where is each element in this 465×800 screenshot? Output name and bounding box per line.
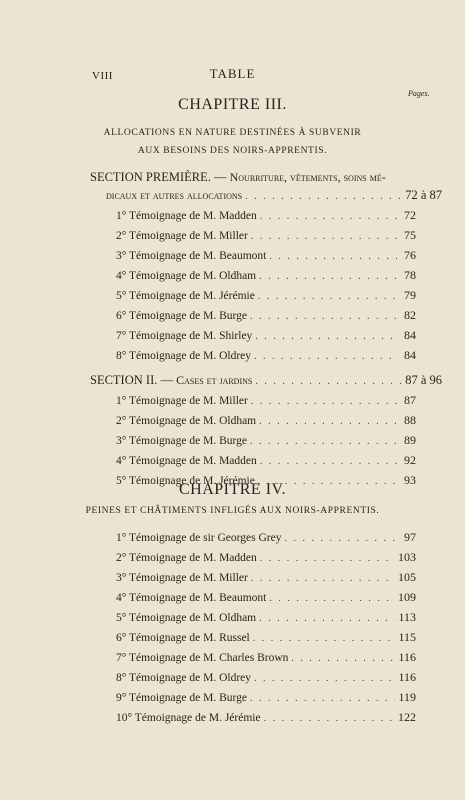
entry-page-number: 105 (398, 570, 416, 584)
section-2-heading (90, 373, 442, 388)
leader-dots (254, 351, 397, 362)
entry-label: 4° Témoignage de M. Beaumont (116, 592, 267, 604)
entry-page-number: 89 (404, 433, 416, 447)
leader-dots (291, 653, 395, 664)
entry-page-number: 93 (404, 473, 416, 487)
leader-dots (245, 191, 402, 202)
leader-dots (259, 613, 395, 624)
toc-entry (116, 308, 416, 324)
section-2-label: SECTION II. — (90, 373, 173, 387)
entry-label: 2° Témoignage de M. Miller (116, 230, 248, 242)
toc-entry (116, 413, 416, 429)
toc-entry (116, 348, 416, 364)
pages-column-label: Pages. (408, 89, 430, 98)
toc-entry (116, 328, 416, 344)
entry-page-number: 115 (398, 630, 416, 644)
page-folio: VIII (92, 70, 113, 82)
section-1-heading: SECTION PREMIÈRE. — (90, 170, 227, 184)
entry-label: 3° Témoignage de M. Beaumont (116, 250, 267, 262)
entry-page-number: 78 (404, 268, 416, 282)
toc-entry (116, 530, 416, 546)
toc-entry (116, 248, 416, 264)
toc-entry (116, 610, 416, 626)
chapter-4-title: CHAPITRE IV. (178, 481, 287, 498)
entry-label: 9° Témoignage de M. Burge (116, 692, 247, 704)
leader-dots (269, 593, 395, 604)
leader-dots (255, 331, 397, 342)
leader-dots (250, 311, 397, 322)
toc-entry (116, 228, 416, 244)
section-1-title-line1: Nourriture, vêtements, soins mé- (229, 170, 386, 184)
entry-label: 5° Témoignage de M. Jérémie (116, 290, 255, 302)
entry-label: 6° Témoignage de M. Burge (116, 310, 247, 322)
section-2-title: Cases et jardins (176, 373, 253, 387)
leader-dots (255, 376, 402, 387)
toc-entry (116, 630, 416, 646)
toc-entry (116, 590, 416, 606)
entry-label: 10° Témoignage de M. Jérémie (116, 712, 261, 724)
entry-page-number: 79 (404, 288, 416, 302)
toc-entry (116, 550, 416, 566)
entry-page-number: 113 (398, 610, 416, 624)
entry-label: 1° Témoignage de sir Georges Grey (116, 532, 282, 544)
entry-label: 8° Témoignage de M. Oldrey (116, 672, 252, 684)
leader-dots (259, 271, 397, 282)
leader-dots (254, 673, 395, 684)
entry-page-number: 88 (404, 413, 416, 427)
toc-entry (116, 288, 416, 304)
entry-label: 4° Témoignage de M. Madden (116, 455, 257, 467)
toc-entry (116, 268, 416, 284)
toc-entry (116, 393, 416, 409)
leader-dots (253, 633, 396, 644)
toc-entry (116, 453, 416, 469)
section-1-title-line2: dicaux et autres allocations (106, 188, 243, 202)
entry-page-number: 84 (404, 348, 416, 362)
chapter-3-subtitle-line2: AUX BESOINS DES NOIRS-APPRENTIS. (137, 146, 328, 156)
entry-page-number: 116 (398, 670, 416, 684)
entry-label: 2° Témoignage de M. Madden (116, 552, 257, 564)
leader-dots (250, 436, 397, 447)
leader-dots (260, 211, 397, 222)
entry-label: 3° Témoignage de M. Miller (116, 572, 248, 584)
entry-page-number: 119 (398, 690, 416, 704)
entry-label: 7° Témoignage de M. Shirley (116, 330, 253, 342)
leader-dots (284, 533, 397, 544)
leader-dots (258, 291, 397, 302)
entry-page-number: 122 (398, 710, 416, 724)
leader-dots (251, 573, 395, 584)
entry-label: 3° Témoignage de M. Burge (116, 435, 247, 447)
entry-page-number: 82 (404, 308, 416, 322)
entry-label: 6° Témoignage de M. Russel (116, 632, 250, 644)
leader-dots (269, 251, 397, 262)
leader-dots (250, 693, 395, 704)
leader-dots (260, 553, 395, 564)
toc-entry (116, 208, 416, 224)
chapter-4-subtitle: PEINES ET CHÂTIMENTS INFLIGÉS AUX NOIRS-APPRENTIS. (85, 506, 380, 516)
entry-label: 5° Témoignage de M. Oldham (116, 612, 257, 624)
entry-label: 2° Témoignage de M. Oldham (116, 415, 257, 427)
entry-page-number: 75 (404, 228, 416, 242)
entry-page-number: 97 (404, 530, 416, 544)
section-2-page-range: 87 à 96 (405, 373, 442, 387)
entry-page-number: 72 (404, 208, 416, 222)
running-title: TABLE (209, 66, 256, 81)
entry-label: 1° Témoignage de M. Miller (116, 395, 248, 407)
toc-entry (116, 710, 416, 726)
toc-entry (116, 570, 416, 586)
leader-dots (260, 456, 397, 467)
leader-dots (251, 231, 397, 242)
entry-page-number: 76 (404, 248, 416, 262)
entry-label: 1° Témoignage de M. Madden (116, 210, 257, 222)
entry-label: 5° Témoignage de M. Jérémie (116, 475, 255, 487)
entry-page-number: 87 (404, 393, 416, 407)
chapter-3-subtitle-line1: ALLOCATIONS EN NATURE DESTINÉES À SUBVENIR (103, 128, 362, 138)
toc-entry (116, 690, 416, 706)
chapter-3-title: CHAPITRE III. (178, 96, 287, 113)
leader-dots (251, 396, 397, 407)
entry-label: 8° Témoignage de M. Oldrey (116, 350, 252, 362)
entry-page-number: 109 (398, 590, 416, 604)
toc-entry (116, 650, 416, 666)
entry-page-number: 116 (398, 650, 416, 664)
leader-dots (264, 713, 395, 724)
entry-label: 4° Témoignage de M. Oldham (116, 270, 257, 282)
entry-label: 7° Témoignage de M. Charles Brown (116, 652, 289, 664)
entry-page-number: 84 (404, 328, 416, 342)
entry-page-number: 103 (398, 550, 416, 564)
section-1-heading-line2 (106, 188, 442, 203)
leader-dots (259, 416, 397, 427)
entry-page-number: 92 (404, 453, 416, 467)
section-1-heading-line1 (90, 170, 386, 185)
toc-entry (116, 433, 416, 449)
section-1-page-range: 72 à 87 (405, 188, 442, 202)
toc-entry (116, 670, 416, 686)
